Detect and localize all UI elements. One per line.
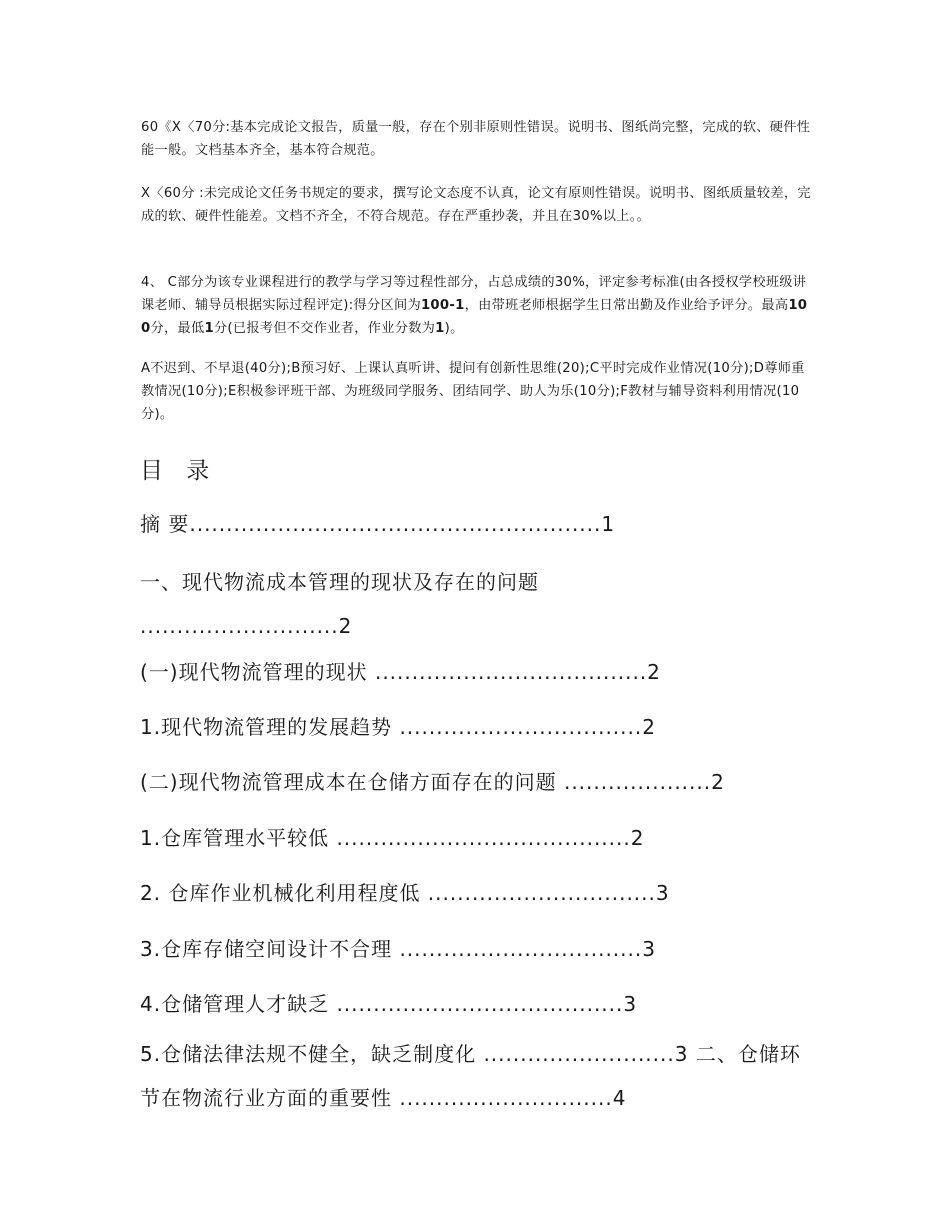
- toc-entry-abstract: 摘 要........................................................1: [140, 512, 616, 536]
- part-c-min-score: 1: [204, 321, 214, 336]
- toc-entry-item-1-2-5-and-chapter-2: 5.仓储法律法规不健全，缺乏制度化 ..........................3 二、仓储环节在物流行业方面的重要性 .............................4: [140, 1042, 801, 1110]
- toc-entry-item-1-2-2: 2. 仓库作业机械化利用程度低 ...............................3: [140, 881, 670, 905]
- toc-entry-item-1-2-1: 1.仓库管理水平较低 ........................................2: [140, 826, 645, 850]
- grade-below-60-paragraph: X〈60分 :未完成论文任务书规定的要求，撰写论文态度不认真，论文有原则性错误。说明书、图纸质量较差，完成的软、硬件性能差。文档不齐全，不符合规范。存在严重抄袭，并且在30%以上。。: [141, 186, 811, 224]
- toc-entry-item-1-2-4: 4.仓储管理人才缺乏 .......................................3: [140, 992, 638, 1016]
- toc-entry-item-1-1-1: 1.现代物流管理的发展趋势 .................................2: [140, 715, 656, 739]
- part-c-text-5: )。: [444, 321, 464, 336]
- part-c-max-score: 100: [141, 298, 808, 336]
- toc-title: 目 录: [140, 458, 218, 484]
- toc-entry-section-1-1: (一)现代物流管理的现状 .....................................2: [140, 660, 661, 684]
- part-c-text-2: ，由带班老师根据学生日常出勤及作业给予评分。最高: [464, 298, 789, 313]
- part-c-paragraph: [141, 271, 813, 340]
- toc-entry-section-1-2: (二)现代物流管理成本在仓储方面存在的问题 ....................2: [140, 770, 725, 794]
- part-c-text-3: 分，最低: [150, 321, 205, 336]
- toc-entry-chapter-1: 一、现代物流成本管理的现状及存在的问题 ...........................2: [140, 570, 539, 638]
- part-c-text-4: 分(已报考但不交作业者，作业分数为: [213, 321, 436, 336]
- part-c-score-range: 100-1: [420, 298, 465, 313]
- toc-entry-item-1-2-3: 3.仓库存储空间设计不合理 .................................3: [140, 937, 656, 961]
- part-c-no-homework-score: 1: [435, 321, 445, 336]
- grade-60-70-paragraph: 60《X〈70分:基本完成论文报告，质量一般，存在个别非原则性错误。说明书、图纸尚完整，完成的软、硬件性能一般。文档基本齐全，基本符合规范。: [141, 120, 811, 158]
- criteria-paragraph: A不迟到、不早退(40分);B预习好、上课认真听讲、提问有创新性思维(20);C平时完成作业情况(10分);D尊师重教情况(10分);E积极参评班干部、为班级同学服务、团结同学、助人为乐(10分);F教材与辅导资料利用情况(10分)。: [141, 361, 805, 422]
- part-c-text-1: 4、 C部分为该专业课程进行的教学与学习等过程性部分，占总成绩的30%，评定参考标准(由各授权学校班级讲课老师、辅导员根据实际过程评定):得分区间为: [141, 275, 807, 313]
